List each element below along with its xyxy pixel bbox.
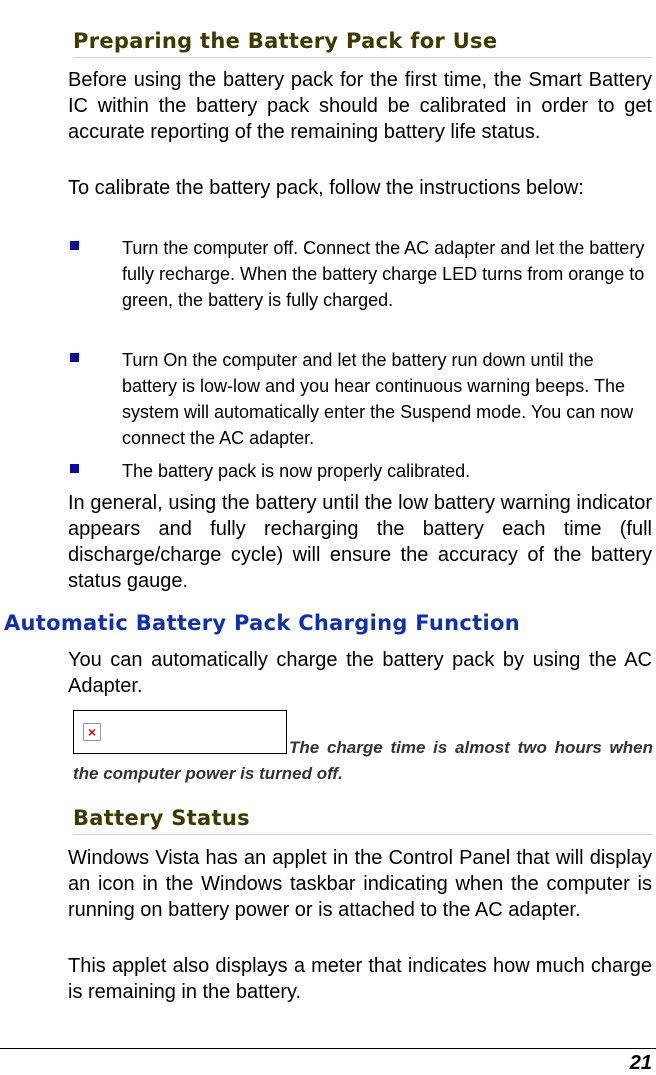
section-heading-preparing: Preparing the Battery Pack for Use [73,29,652,58]
paragraph-charge-meter: This applet also displays a meter that indicates how much charge is remaining in the battery. [68,955,652,1003]
broken-image-icon: × [83,723,101,741]
square-bullet-icon [70,464,79,473]
paragraph-vista-applet: Windows Vista has an applet in the Control Panel that will display an icon in the Windows taskbar indicating when the computer is running on battery power or is attached to the AC adapter. [68,847,652,921]
square-bullet-icon [70,241,79,250]
paragraph-ac-adapter: You can automatically charge the battery pack by using the AC Adapter. [68,649,652,697]
bullet-text: The battery pack is now properly calibrated. [122,461,471,481]
bullet-text: Turn the computer off. Connect the AC adapter and let the battery fully recharge. When the battery charge LED turns from orange to green, the battery is fully charged. [122,238,645,310]
footer-divider [0,1048,656,1049]
section-heading-battery-status: Battery Status [73,806,652,835]
square-bullet-icon [70,353,79,362]
paragraph-calibration-instructions: To calibrate the battery pack, follow the instructions below: [68,177,584,199]
paragraph-full-cycle: In general, using the battery until the low battery warning indicator appears and fully recharging the battery each time (full discharge/charge cycle) will ensure the accuracy of the battery status gauge. [68,492,652,592]
charge-time-note: The charge time is almost two hours when the computer power is turned off. [73,738,653,783]
bullet-text: Turn On the computer and let the battery run down until the battery is low-low and you hear continuous warning beeps. The system will automatically enter the Suspend mode. You can now connect the AC adapter. [122,350,634,448]
paragraph-calibration-intro: Before using the battery pack for the first time, the Smart Battery IC within the battery pack should be calibrated in order to get accurate reporting of the remaining battery life status. [68,69,652,143]
page-number: 21 [629,1052,652,1074]
section-heading-automatic-charging: Automatic Battery Pack Charging Function [4,611,520,635]
